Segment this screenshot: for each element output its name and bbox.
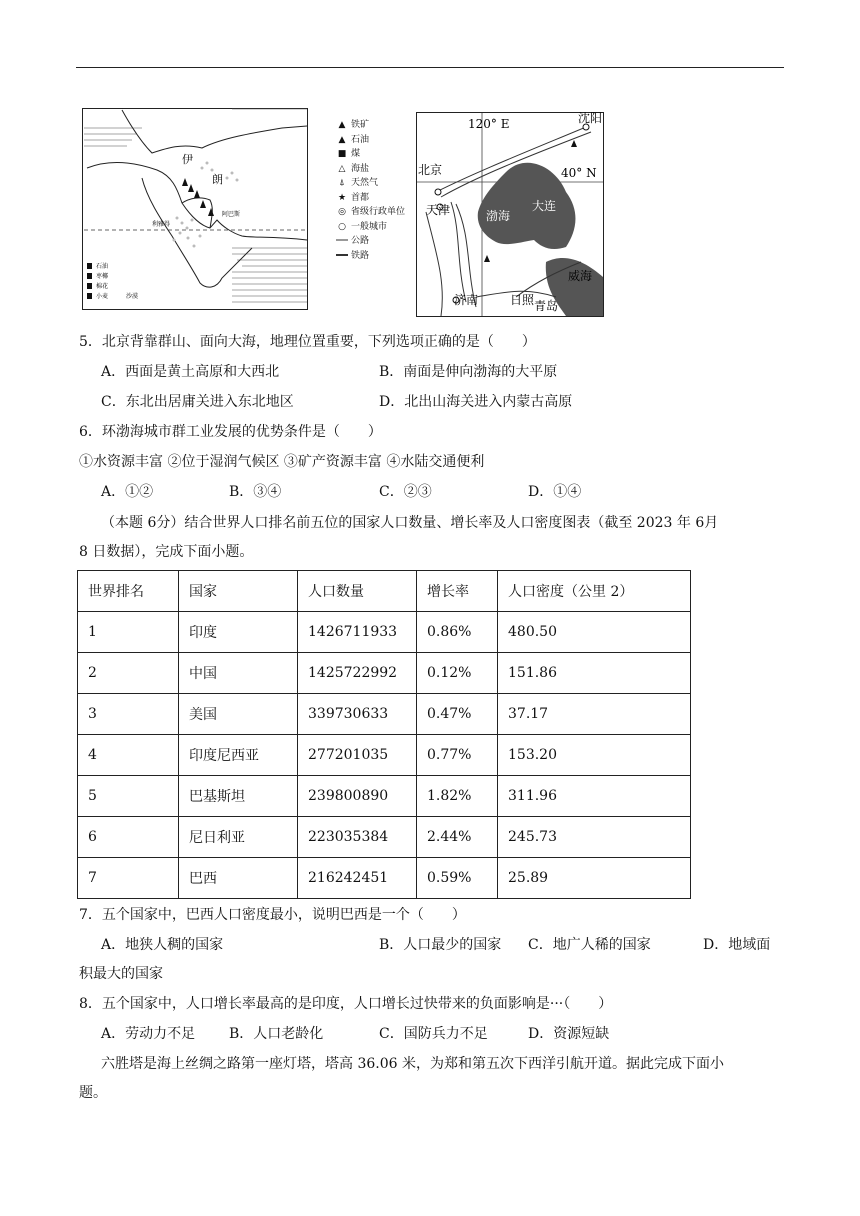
bohai-rim-map (416, 112, 604, 317)
header-rank: 世界排名 (78, 571, 179, 612)
cell-population: 1425722992 (298, 653, 417, 694)
cell-growth: 0.12% (417, 653, 498, 694)
q6-option-b: B．③④ (229, 484, 282, 500)
legend-item (336, 118, 410, 133)
q7-option-b: B．人口最少的国家 (379, 937, 502, 953)
cell-population: 239800890 (298, 776, 417, 817)
table-row (78, 653, 691, 694)
cell-growth: 0.59% (417, 858, 498, 899)
legend-item (336, 220, 410, 235)
q6-option-c: C．②③ (379, 484, 432, 500)
city-beijing: 北京 (418, 163, 443, 177)
header-population: 人口数量 (298, 571, 417, 612)
header-country: 国家 (179, 571, 298, 612)
highway-icon (336, 234, 348, 249)
city-shenyang: 沈阳 (578, 112, 603, 125)
table-row (78, 776, 691, 817)
q7-option-a: A．地狭人稠的国家 (101, 937, 224, 953)
cell-density: 480.50 (498, 612, 691, 653)
q6-option-d: D．①④ (528, 484, 582, 500)
legend-item (336, 133, 410, 148)
railway-icon (336, 249, 348, 264)
q6-items: ①水资源丰富 ②位于湿润气候区 ③矿产资源丰富 ④水陆交通便利 (79, 454, 485, 470)
legend-label: 铁路 (351, 250, 370, 261)
cell-population: 216242451 (298, 858, 417, 899)
coal-icon: ■ (337, 149, 347, 159)
cell-country: 印度尼西亚 (179, 735, 298, 776)
cell-country: 巴基斯坦 (179, 776, 298, 817)
sea-bohai: 渤海 (486, 209, 511, 223)
longitude-label: 120° E (468, 117, 510, 131)
legend-label: 首都 (351, 192, 370, 203)
passage-line2: 题。 (79, 1085, 107, 1101)
q8-option-a: A．劳动力不足 (101, 1026, 196, 1042)
legend-item (336, 147, 410, 162)
table-intro-line2: 8 日数据），完成下面小题。 (79, 544, 254, 560)
cell-rank: 3 (78, 694, 179, 735)
q7-stem: 7．五个国家中，巴西人口密度最小，说明巴西是一个（ ） (79, 907, 466, 923)
legend-label: 公路 (351, 236, 370, 246)
q5-option-d: D．北出山海关进入内蒙古高原 (379, 394, 573, 410)
city-jinan: 济南 (454, 293, 479, 307)
oil-icon: ▲ (338, 134, 346, 145)
cell-density: 25.89 (498, 858, 691, 899)
q7-option-d-cont: 积最大的国家 (79, 966, 163, 982)
table-row (78, 817, 691, 858)
cell-growth: 0.47% (417, 694, 498, 735)
legend-label: 天然气 (351, 178, 379, 188)
q5-option-c: C．东北出居庸关进入东北地区 (101, 394, 294, 410)
q5-stem: 5．北京背靠群山、面向大海，地理位置重要，下列选项正确的是（ ） (79, 334, 536, 350)
cell-country: 尼日利亚 (179, 817, 298, 858)
cell-rank: 7 (78, 858, 179, 899)
legend-wheat: 小麦 (96, 293, 109, 300)
legend-label: 石油 (351, 134, 370, 145)
cell-population: 277201035 (298, 735, 417, 776)
population-table (77, 570, 691, 899)
cell-density: 311.96 (498, 776, 691, 817)
table-row (78, 858, 691, 899)
legend-item (336, 191, 410, 206)
capital-icon: ★ (337, 192, 347, 203)
city-weihai: 威海 (568, 269, 593, 283)
header-growth: 增长率 (417, 571, 498, 612)
cell-rank: 2 (78, 653, 179, 694)
header-rule (76, 67, 784, 68)
legend-oil: 石油 (96, 263, 109, 270)
middle-east-map (82, 108, 308, 310)
table-row (78, 612, 691, 653)
city-tianjin: 天津 (426, 203, 451, 217)
latitude-label: 40° N (561, 166, 597, 180)
table-header-row (78, 571, 691, 612)
passage-line1: 六胜塔是海上丝绸之路第一座灯塔，塔高 36.06 米，为郑和第五次下西洋引航开道。据此完成下面小 (101, 1056, 724, 1072)
cell-growth: 0.77% (417, 735, 498, 776)
cell-country: 中国 (179, 653, 298, 694)
q5-option-b: B．南面是伸向渤海的大平原 (379, 364, 558, 380)
legend-item (336, 205, 410, 220)
cell-country: 巴西 (179, 858, 298, 899)
cell-country: 美国 (179, 694, 298, 735)
city-dalian: 大连 (532, 199, 557, 213)
q6-option-a: A．①② (101, 484, 154, 500)
cell-density: 37.17 (498, 694, 691, 735)
table-row (78, 735, 691, 776)
legend-label: 铁矿 (351, 120, 370, 130)
cell-density: 153.20 (498, 735, 691, 776)
cell-rank: 6 (78, 817, 179, 858)
city-label-riyadh: 利雅得 (152, 221, 171, 228)
legend-label: 一般城市 (351, 221, 388, 232)
cell-density: 245.73 (498, 817, 691, 858)
cell-rank: 4 (78, 735, 179, 776)
iran-label-1: 伊 (182, 153, 193, 166)
cell-growth: 0.86% (417, 612, 498, 653)
table-intro-line1: （本题 6分）结合世界人口排名前五位的国家人口数量、增长率及人口密度图表（截至 2023 年 6月 (101, 515, 719, 531)
cell-growth: 1.82% (417, 776, 498, 817)
city-label-abbas: 阿巴斯 (222, 211, 241, 218)
q7-option-c: C．地广人稀的国家 (528, 937, 651, 953)
legend-item (336, 234, 410, 249)
iran-label-2: 朗 (212, 173, 223, 186)
q5-option-a: A．西面是黄土高原和大西北 (101, 364, 280, 380)
natural-gas-icon: ⍋ (339, 178, 345, 188)
legend-desert: 沙漠 (126, 293, 139, 300)
cell-population: 1426711933 (298, 612, 417, 653)
legend-item (336, 249, 410, 264)
legend-label: 海盐 (351, 163, 370, 174)
legend-item (336, 176, 410, 191)
q6-stem: 6．环渤海城市群工业发展的优势条件是（ ） (79, 424, 382, 440)
legend-item (336, 162, 410, 177)
q8-option-b: B．人口老龄化 (229, 1026, 324, 1042)
cell-population: 223035384 (298, 817, 417, 858)
city-icon: ○ (338, 221, 346, 232)
q8-option-d: D．资源短缺 (528, 1026, 610, 1042)
sea-salt-icon: △ (338, 163, 346, 174)
legend-label: 省级行政单位 (351, 207, 406, 217)
map-legend (336, 118, 410, 288)
q8-stem: 8．五个国家中，人口增长率最高的是印度，人口增长过快带来的负面影响是···（ ） (79, 996, 613, 1012)
provincial-unit-icon: ◎ (338, 207, 346, 217)
cell-density: 151.86 (498, 653, 691, 694)
legend-label: 煤 (351, 149, 361, 159)
cell-rank: 1 (78, 612, 179, 653)
legend-date-palm: 枣椰 (96, 273, 109, 280)
q8-option-c: C．国防兵力不足 (379, 1026, 488, 1042)
cell-growth: 2.44% (417, 817, 498, 858)
cell-country: 印度 (179, 612, 298, 653)
city-qingdao: 青岛 (534, 299, 559, 313)
cell-rank: 5 (78, 776, 179, 817)
legend-cotton: 棉花 (96, 283, 109, 290)
cell-population: 339730633 (298, 694, 417, 735)
city-rizhao: 日照 (510, 293, 535, 307)
q7-option-d: D．地域面 (703, 937, 771, 953)
table-row (78, 694, 691, 735)
header-density: 人口密度（公里 2） (498, 571, 691, 612)
iron-ore-icon: ▲ (338, 120, 346, 130)
